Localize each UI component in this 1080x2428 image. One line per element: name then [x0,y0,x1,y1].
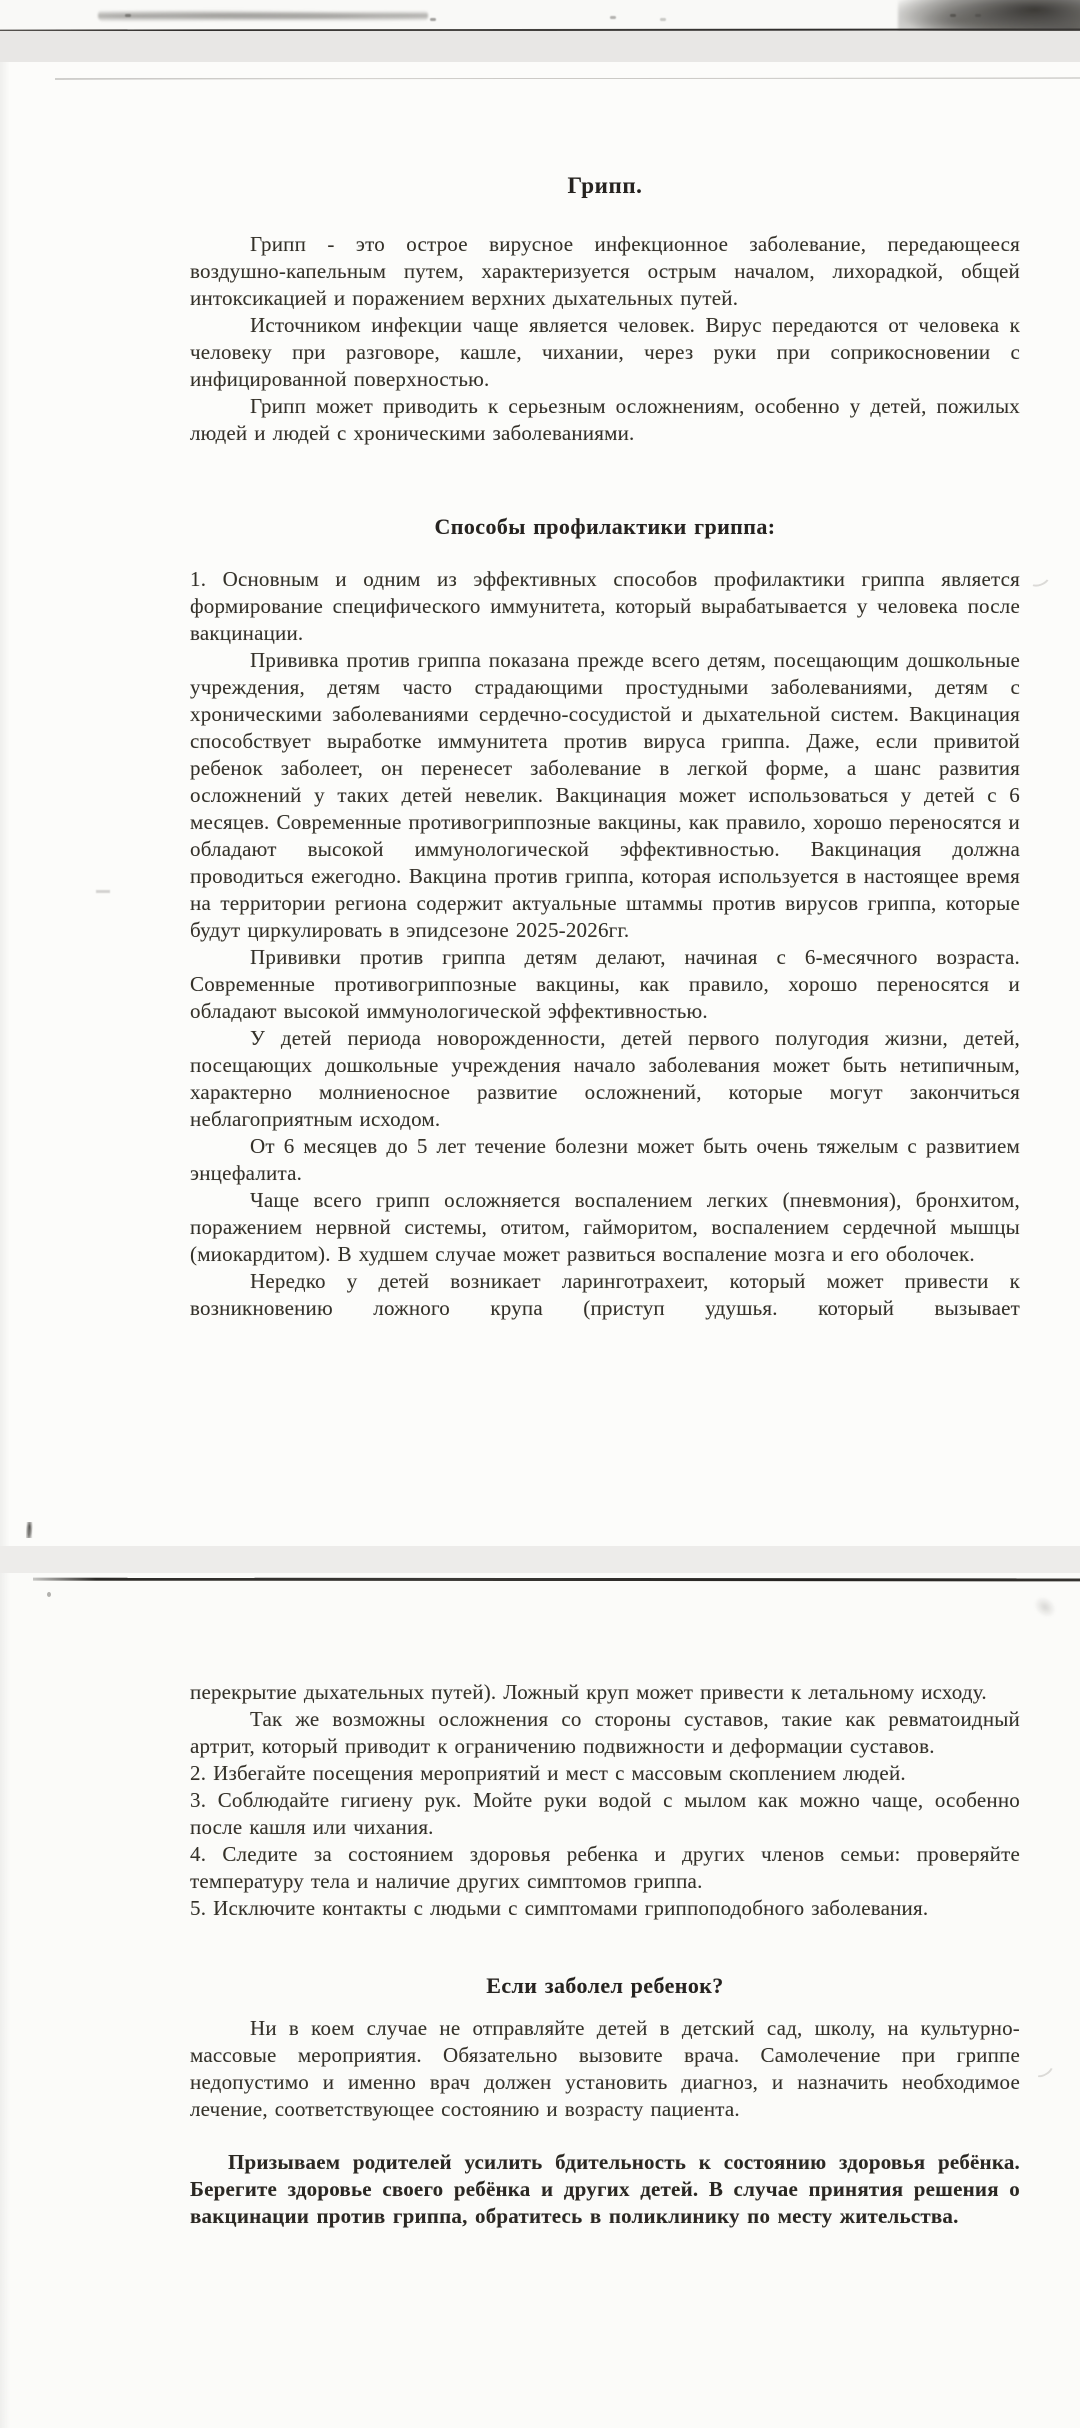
scan-noise-blob [898,0,1080,31]
section-heading-sick-child: Если заболел ребенок? [486,1973,724,1998]
list-item-5: 5. Исключите контакты с людьми с симптомами гриппоподобного заболевания. [190,1896,929,1920]
continuation-paragraph: перекрытие дыхательных путей). Ложный круп может привести к летальному исходу. [190,1680,987,1704]
scan-noise-dashes [430,18,436,21]
scan-speck [1029,1591,1062,1623]
list-item-1: 1. Основным и одним из эффективных способов профилактики гриппа является формирование специфического иммунитета, который вырабатывается у человека после вакцинации. [190,567,1020,645]
list-item-2: 2. Избегайте посещения мероприятий и мест с массовым скоплением людей. [190,1761,906,1785]
scan-speck [47,1592,51,1597]
advice-paragraph: Ни в коем случае не отправляйте детей в детский сад, школу, на культурно-массовые мероприятия. Обязательно вызовите врача. Самолечение при гриппе недопустимо и именно врач должен установить диагноз, и назначить необходимое лечение, соответствующее состоянию и возрасту пациента. [190,2016,1020,2121]
list-item-4: 4. Следите за состоянием здоровья ребенка и других членов семьи: проверяйте температуру тела и наличие других симптомов гриппа. [190,1842,1020,1893]
body-paragraph-continued: Нередко у детей возникает ларинготрахеит, который может привести к возникновению ложного крупа (приступ удушья. который вызывает [190,1269,1020,1320]
body-paragraph: У детей периода новорожденности, детей первого полугодия жизни, детей, посещающих дошкольные учреждения начало заболевания может быть нетипичным, характерно молниеносное развитие осложнений, которые могут закончиться неблагоприятным исходом. [190,1026,1020,1131]
scan-artifact-line [55,78,1080,80]
body-paragraph: Так же возможны осложнения со стороны суставов, такие как ревматоидный артрит, который приводит к ограничению подвижности и деформации суставов. [190,1707,1020,1758]
page-gap-band [0,1546,1080,1573]
document-title: Грипп. [567,173,643,198]
call-to-action-paragraph: Призываем родителей усилить бдительность к состоянию здоровья ребёнка. Берегите здоровье своего ребёнка и других детей. В случае принятия решения о вакцинации против гриппа, обратитесь в поликлинику по месту жительства. [190,2150,1020,2228]
page-gap-band [0,31,1080,62]
scan-speck [96,890,110,893]
body-paragraph: Прививка против гриппа показана прежде всего детям, посещающим дошкольные учреждения, детям часто страдающими простудными заболеваниями, детям с хроническими заболеваниями сердечно-сосудистой и дыхательной систем. Вакцинация способствует выработке иммунитета против вируса гриппа. Даже, если привитой ребенок заболеет, он перенесет заболевание в легкой форме, а шанс развития осложнений у таких детей невелик. Вакцинация может использоваться у детей с 6 месяцев. Современные противогриппозные вакцины, как правило, хорошо переносятся и обладают высокой иммунологической эффективностью. Вакцинация должна проводиться ежегодно. Вакцина против гриппа, которая используется в настоящее время на территории региона содержит актуальные штаммы против вирусов гриппа, которые будут циркулировать в эпидсезоне 2025-2026гг. [190,648,1020,942]
body-paragraph: Чаще всего грипп осложняется воспалением легких (пневмония), бронхитом, поражением нервной системы, отитом, гайморитом, воспалением сердечной мышцы (миокардитом). В худшем случае может развиться воспаление мозга и его оболочек. [190,1188,1020,1266]
intro-paragraph: Грипп - это острое вирусное инфекционное заболевание, передающееся воздушно-капельным путем, характеризуется острым началом, лихорадкой, общей интоксикацией и поражением верхних дыхательных путей. [190,232,1020,310]
body-paragraph: От 6 месяцев до 5 лет течение болезни может быть очень тяжелым с развитием энцефалита. [190,1134,1020,1185]
document-page-2 [0,1573,1080,2428]
document-page-1 [0,62,1080,1546]
scan-speck [26,1522,33,1538]
intro-paragraph: Грипп может приводить к серьезным осложнениям, особенно у детей, пожилых людей и людей с хроническими заболеваниями. [190,394,1020,445]
page1-text-column [190,172,1020,1322]
section-heading-prevention: Способы профилактики гриппа: [434,514,776,539]
scan-page-edge-line [33,1578,1080,1582]
list-item-3: 3. Соблюдайте гигиену рук. Мойте руки водой с мылом как можно чаще, особенно после кашля или чихания. [190,1788,1020,1839]
scanner-edge-strip [0,0,1080,31]
scan-noise-smudge [98,9,428,22]
page2-text-column [190,1679,1020,2230]
body-paragraph: Прививки против гриппа детям делают, начиная с 6-месячного возраста. Современные противогриппозные вакцины, как правило, хорошо переносятся и обладают высокой иммунологической эффективностью. [190,945,1020,1023]
intro-paragraph: Источником инфекции чаще является человек. Вирус передаются от человека к человеку при разговоре, кашле, чихании, через руки при соприкосновении с инфицированной поверхностью. [190,313,1020,391]
